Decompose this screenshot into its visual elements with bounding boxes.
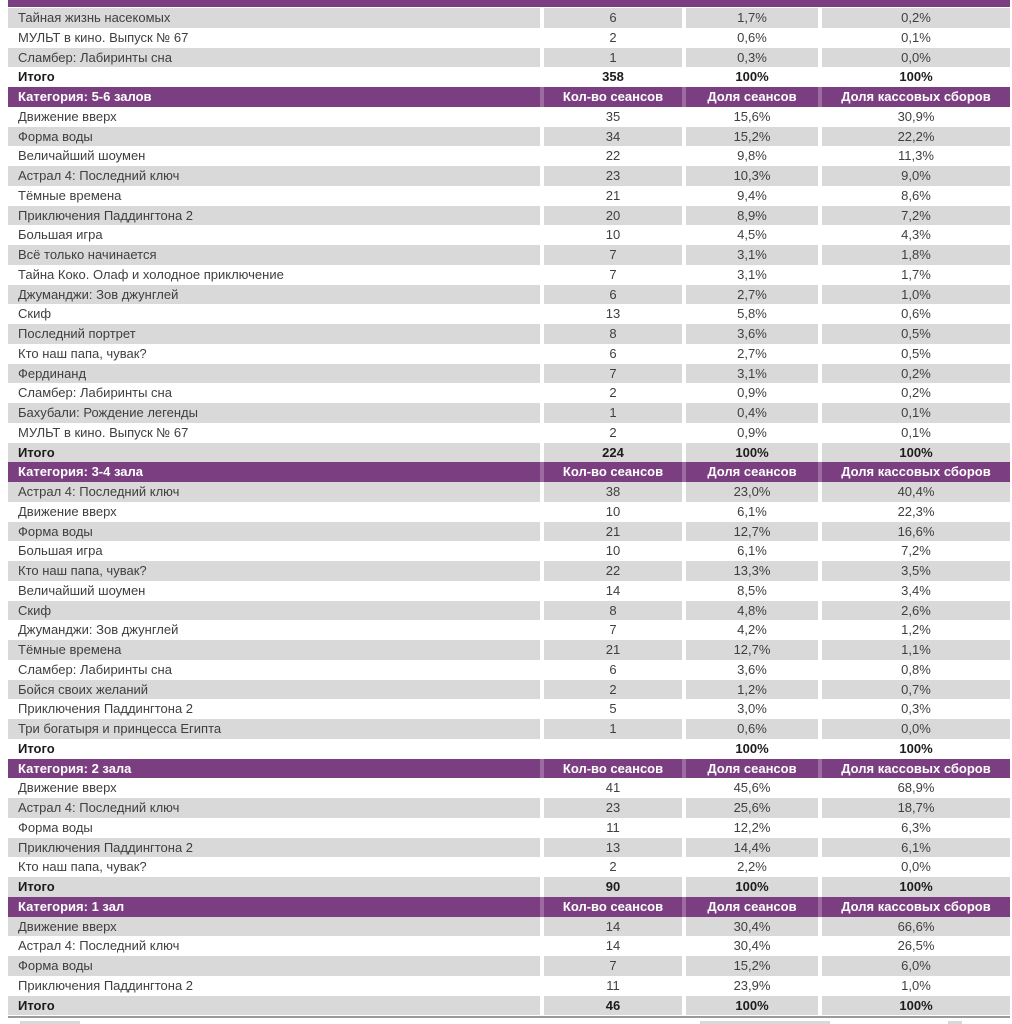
- movie-title-cell: Большая игра: [18, 227, 103, 243]
- movie-title-cell: Итого: [18, 740, 55, 756]
- sessions-share-cell: 1,7%: [686, 8, 818, 28]
- boxoffice-share-cell: 6,0%: [822, 956, 1010, 976]
- movie-title-cell: Движение вверх: [18, 503, 117, 519]
- table-row: [8, 778, 1010, 798]
- table-row: [8, 581, 1010, 601]
- sessions-count-cell: 13: [605, 306, 621, 322]
- sessions-share-cell: 2,7%: [737, 345, 767, 361]
- table-row: [8, 186, 1010, 206]
- sessions-count-cell: 10: [605, 503, 621, 519]
- boxoffice-share-cell: 0,1%: [901, 29, 931, 45]
- sessions-count-cell: 5: [609, 701, 617, 717]
- boxoffice-share-cell: 66,6%: [822, 917, 1010, 937]
- boxoffice-share-cell: 0,2%: [901, 385, 931, 401]
- sessions-share-cell: 25,6%: [686, 798, 818, 818]
- category-header-row: [8, 87, 1010, 107]
- sessions-count-cell: 38: [544, 482, 682, 502]
- movie-title-cell: Три богатыря и принцесса Египта: [8, 719, 540, 739]
- category-table: [8, 0, 1010, 1015]
- sessions-share-cell: 100%: [735, 740, 769, 756]
- table-rows: [8, 8, 1010, 1015]
- table-row: [8, 482, 1010, 502]
- boxoffice-share-cell: 16,6%: [822, 522, 1010, 542]
- column-header-boxoffice-share: Доля кассовых сборов: [822, 87, 1010, 107]
- movie-title-cell: Джуманджи: Зов джунглей: [18, 622, 179, 638]
- sessions-count-cell: 2: [609, 424, 617, 440]
- sessions-share-cell: 3,1%: [686, 364, 818, 384]
- boxoffice-share-cell: 6,1%: [822, 838, 1010, 858]
- sessions-count-cell: 6: [544, 8, 682, 28]
- table-row: [8, 206, 1010, 226]
- boxoffice-share-cell: 0,1%: [822, 403, 1010, 423]
- sessions-share-cell: 4,2%: [737, 622, 767, 638]
- boxoffice-share-cell: 0,5%: [901, 345, 931, 361]
- column-header-sessions-share: Доля сеансов: [686, 759, 818, 779]
- movie-title-cell: Итого: [8, 996, 540, 1016]
- sessions-share-cell: 9,4%: [737, 187, 767, 203]
- sessions-share-cell: 100%: [735, 69, 769, 85]
- movie-title-cell: Приключения Паддингтона 2: [18, 977, 194, 993]
- total-row: [8, 877, 1010, 897]
- sessions-share-cell: 15,2%: [686, 956, 818, 976]
- movie-title-cell: Форма воды: [8, 956, 540, 976]
- sessions-share-cell: 15,6%: [733, 108, 771, 124]
- boxoffice-share-cell: 100%: [822, 877, 1010, 897]
- sessions-count-cell: 7: [544, 364, 682, 384]
- table-row: [8, 660, 1010, 680]
- sessions-share-cell: 8,9%: [686, 206, 818, 226]
- movie-title-cell: Итого: [18, 69, 55, 85]
- table-row: [8, 640, 1010, 660]
- boxoffice-share-cell: 7,2%: [901, 543, 931, 559]
- table-bottom-border: [8, 1016, 1010, 1018]
- sessions-count-cell: 2: [609, 385, 617, 401]
- sessions-share-cell: 100%: [686, 877, 818, 897]
- category-header-row: [8, 897, 1010, 917]
- table-row: [8, 423, 1010, 443]
- table-row: [8, 245, 1010, 265]
- table-row: [8, 285, 1010, 305]
- boxoffice-share-cell: 3,5%: [822, 561, 1010, 581]
- sessions-count-cell: 21: [544, 522, 682, 542]
- table-row: [8, 522, 1010, 542]
- boxoffice-share-cell: 22,2%: [822, 127, 1010, 147]
- boxoffice-share-cell: 1,2%: [901, 622, 931, 638]
- column-header-boxoffice-share: Доля кассовых сборов: [822, 462, 1010, 482]
- movie-title-cell: Величайший шоумен: [18, 582, 146, 598]
- movie-title-cell: Движение вверх: [18, 780, 117, 796]
- movie-title-cell: Движение вверх: [8, 917, 540, 937]
- sessions-share-cell: 14,4%: [686, 838, 818, 858]
- movie-title-cell: Форма воды: [18, 819, 93, 835]
- movie-title-cell: Кто наш папа, чувак?: [18, 345, 147, 361]
- sessions-count-cell: 7: [544, 245, 682, 265]
- boxoffice-share-cell: 1,0%: [901, 977, 931, 993]
- movie-title-cell: Сламбер: Лабиринты сна: [18, 385, 172, 401]
- sessions-share-cell: 100%: [686, 443, 818, 463]
- sessions-share-cell: 4,8%: [686, 601, 818, 621]
- movie-title-cell: Фердинанд: [8, 364, 540, 384]
- sessions-share-cell: 0,9%: [737, 424, 767, 440]
- movie-title-cell: МУЛЬТ в кино. Выпуск № 67: [18, 29, 189, 45]
- boxoffice-share-cell: 0,7%: [822, 680, 1010, 700]
- movie-title-cell: Астрал 4: Последний ключ: [18, 938, 180, 954]
- movie-title-cell: Кто наш папа, чувак?: [8, 561, 540, 581]
- sessions-share-cell: 12,7%: [686, 640, 818, 660]
- table-row: [8, 225, 1010, 245]
- sessions-share-cell: 45,6%: [733, 780, 771, 796]
- movie-title-cell: Астрал 4: Последний ключ: [8, 482, 540, 502]
- sessions-count-cell: 21: [544, 640, 682, 660]
- sessions-share-cell: 0,6%: [686, 719, 818, 739]
- table-row: [8, 502, 1010, 522]
- column-header-sessions-count: Кол-во сеансов: [544, 87, 682, 107]
- sessions-count-cell: 20: [544, 206, 682, 226]
- boxoffice-share-cell: 0,8%: [901, 661, 931, 677]
- sessions-share-cell: 9,8%: [737, 148, 767, 164]
- sessions-count-cell: 46: [544, 996, 682, 1016]
- column-header-sessions-share: Доля сеансов: [686, 87, 818, 107]
- total-row: [8, 739, 1010, 759]
- boxoffice-share-cell: 0,0%: [822, 719, 1010, 739]
- table-row: [8, 146, 1010, 166]
- sessions-share-cell: 4,5%: [737, 227, 767, 243]
- column-header-sessions-count: Кол-во сеансов: [544, 897, 682, 917]
- sessions-share-cell: 12,2%: [733, 819, 771, 835]
- sessions-count-cell: 2: [544, 680, 682, 700]
- table-row: [8, 917, 1010, 937]
- movie-title-cell: Кто наш папа, чувак?: [18, 859, 147, 875]
- column-header-sessions-share: Доля сеансов: [686, 462, 818, 482]
- boxoffice-share-cell: 0,6%: [901, 306, 931, 322]
- table-row: [8, 383, 1010, 403]
- boxoffice-share-cell: 0,2%: [822, 8, 1010, 28]
- sessions-count-cell: 6: [609, 661, 617, 677]
- movie-title-cell: Сламбер: Лабиринты сна: [18, 661, 172, 677]
- sessions-count-cell: 11: [606, 819, 620, 835]
- sessions-share-cell: 3,0%: [737, 701, 767, 717]
- sessions-share-cell: 15,2%: [686, 127, 818, 147]
- category-header-label: Категория: 5-6 залов: [8, 87, 540, 107]
- sessions-count-cell: 6: [609, 345, 617, 361]
- sessions-count-cell: 13: [544, 838, 682, 858]
- sessions-count-cell: 8: [544, 601, 682, 621]
- sessions-share-cell: 12,7%: [686, 522, 818, 542]
- boxoffice-share-cell: 8,6%: [901, 187, 931, 203]
- sessions-share-cell: 8,5%: [737, 582, 767, 598]
- table-row: [8, 107, 1010, 127]
- column-header-sessions-share: Доля сеансов: [686, 897, 818, 917]
- table-row: [8, 324, 1010, 344]
- sessions-count-cell: 34: [544, 127, 682, 147]
- table-row: [8, 403, 1010, 423]
- sessions-share-cell: 1,2%: [686, 680, 818, 700]
- category-header-label: Категория: 1 зал: [8, 897, 540, 917]
- table-row: [8, 344, 1010, 364]
- movie-title-cell: Движение вверх: [18, 108, 117, 124]
- category-header-label: Категория: 2 зала: [8, 759, 540, 779]
- boxoffice-share-cell: 1,8%: [822, 245, 1010, 265]
- sessions-count-cell: 1: [544, 48, 682, 68]
- boxoffice-share-cell: 4,3%: [901, 227, 931, 243]
- boxoffice-share-cell: 11,3%: [898, 148, 934, 164]
- category-header-label: Категория: 3-4 зала: [8, 462, 540, 482]
- sessions-count-cell: 7: [609, 622, 617, 638]
- movie-title-cell: МУЛЬТ в кино. Выпуск № 67: [18, 424, 189, 440]
- sessions-share-cell: 5,8%: [737, 306, 767, 322]
- sessions-share-cell: 100%: [686, 996, 818, 1016]
- sessions-share-cell: 6,1%: [737, 503, 767, 519]
- movie-title-cell: Сламбер: Лабиринты сна: [8, 48, 540, 68]
- sessions-count-cell: 2: [609, 29, 617, 45]
- boxoffice-share-cell: 9,0%: [822, 166, 1010, 186]
- total-row: [8, 443, 1010, 463]
- table-row: [8, 364, 1010, 384]
- clipped-category-header-bar: [8, 0, 1010, 7]
- sessions-count-cell: 7: [609, 266, 617, 282]
- table-row: [8, 265, 1010, 285]
- sessions-count-cell: 1: [544, 403, 682, 423]
- boxoffice-share-cell: 22,3%: [897, 503, 935, 519]
- sessions-share-cell: 6,1%: [737, 543, 767, 559]
- movie-title-cell: Приключения Паддингтона 2: [18, 701, 194, 717]
- sessions-share-cell: 0,9%: [737, 385, 767, 401]
- sessions-share-cell: 10,3%: [686, 166, 818, 186]
- boxoffice-share-cell: 100%: [822, 443, 1010, 463]
- boxoffice-share-cell: 1,7%: [901, 266, 931, 282]
- table-row: [8, 838, 1010, 858]
- sessions-count-cell: 41: [605, 780, 621, 796]
- movie-title-cell: Форма воды: [8, 522, 540, 542]
- table-row: [8, 541, 1010, 561]
- table-row: [8, 561, 1010, 581]
- table-row: [8, 601, 1010, 621]
- movie-title-cell: Астрал 4: Последний ключ: [8, 166, 540, 186]
- table-row: [8, 976, 1010, 996]
- sessions-count-cell: 2: [609, 859, 617, 875]
- movie-title-cell: Бойся своих желаний: [8, 680, 540, 700]
- sessions-share-cell: 3,1%: [737, 266, 767, 282]
- movie-title-cell: Тайная жизнь насекомых: [8, 8, 540, 28]
- sessions-count-cell: 23: [544, 166, 682, 186]
- movie-title-cell: Тайна Коко. Олаф и холодное приключение: [18, 266, 284, 282]
- movie-title-cell: Итого: [8, 443, 540, 463]
- column-header-sessions-count: Кол-во сеансов: [544, 462, 682, 482]
- sessions-count-cell: 224: [544, 443, 682, 463]
- table-row: [8, 699, 1010, 719]
- boxoffice-share-cell: 2,6%: [822, 601, 1010, 621]
- total-row: [8, 67, 1010, 87]
- movie-title-cell: Скиф: [18, 306, 52, 322]
- boxoffice-share-cell: 6,3%: [901, 819, 931, 835]
- boxoffice-share-cell: 1,1%: [822, 640, 1010, 660]
- sessions-count-cell: 10: [605, 227, 621, 243]
- boxoffice-share-cell: 30,9%: [897, 108, 935, 124]
- table-row: [8, 719, 1010, 739]
- boxoffice-share-cell: 100%: [822, 996, 1010, 1016]
- sessions-count-cell: 14: [544, 917, 682, 937]
- table-row: [8, 956, 1010, 976]
- sessions-share-cell: 23,9%: [733, 977, 771, 993]
- column-header-boxoffice-share: Доля кассовых сборов: [822, 759, 1010, 779]
- table-row: [8, 127, 1010, 147]
- category-header-row: [8, 462, 1010, 482]
- sessions-share-cell: 30,4%: [733, 938, 771, 954]
- table-row: [8, 818, 1010, 838]
- table-row: [8, 857, 1010, 877]
- sessions-count-cell: [544, 739, 682, 759]
- sessions-count-cell: 6: [544, 285, 682, 305]
- sessions-share-cell: 13,3%: [686, 561, 818, 581]
- sessions-count-cell: 23: [544, 798, 682, 818]
- category-header-row: [8, 759, 1010, 779]
- boxoffice-share-cell: 68,9%: [897, 780, 935, 796]
- sessions-count-cell: 7: [544, 956, 682, 976]
- sessions-share-cell: 3,1%: [686, 245, 818, 265]
- sessions-share-cell: 3,6%: [686, 324, 818, 344]
- movie-title-cell: Скиф: [8, 601, 540, 621]
- boxoffice-share-cell: 0,5%: [822, 324, 1010, 344]
- sessions-count-cell: 22: [605, 148, 621, 164]
- boxoffice-share-cell: 7,2%: [822, 206, 1010, 226]
- boxoffice-share-cell: 100%: [899, 69, 933, 85]
- sessions-count-cell: 35: [605, 108, 621, 124]
- movie-title-cell: Всё только начинается: [8, 245, 540, 265]
- boxoffice-share-cell: 0,0%: [822, 48, 1010, 68]
- column-header-sessions-count: Кол-во сеансов: [544, 759, 682, 779]
- sessions-share-cell: 2,7%: [686, 285, 818, 305]
- movie-title-cell: Форма воды: [8, 127, 540, 147]
- boxoffice-share-cell: 0,3%: [901, 701, 931, 717]
- sessions-count-cell: 10: [605, 543, 621, 559]
- sessions-share-cell: 0,4%: [686, 403, 818, 423]
- movie-title-cell: Астрал 4: Последний ключ: [8, 798, 540, 818]
- boxoffice-share-cell: 40,4%: [822, 482, 1010, 502]
- sessions-count-cell: 11: [606, 977, 620, 993]
- sessions-share-cell: 3,6%: [737, 661, 767, 677]
- table-row: [8, 28, 1010, 48]
- boxoffice-share-cell: 26,5%: [897, 938, 935, 954]
- sessions-share-cell: 30,4%: [686, 917, 818, 937]
- sessions-count-cell: 21: [605, 187, 621, 203]
- sessions-count-cell: 22: [544, 561, 682, 581]
- sessions-share-cell: 0,3%: [686, 48, 818, 68]
- table-row: [8, 166, 1010, 186]
- movie-title-cell: Приключения Паддингтона 2: [8, 838, 540, 858]
- boxoffice-share-cell: 0,0%: [901, 859, 931, 875]
- sessions-count-cell: 1: [544, 719, 682, 739]
- movie-title-cell: Бахубали: Рождение легенды: [8, 403, 540, 423]
- total-row: [8, 996, 1010, 1016]
- movie-title-cell: Итого: [8, 877, 540, 897]
- table-row: [8, 936, 1010, 956]
- boxoffice-share-cell: 1,0%: [822, 285, 1010, 305]
- sessions-count-cell: 14: [605, 938, 621, 954]
- movie-title-cell: Тёмные времена: [8, 640, 540, 660]
- movie-title-cell: Большая игра: [18, 543, 103, 559]
- sessions-share-cell: 23,0%: [686, 482, 818, 502]
- table-row: [8, 798, 1010, 818]
- boxoffice-share-cell: 18,7%: [822, 798, 1010, 818]
- table-row: [8, 620, 1010, 640]
- movie-title-cell: Приключения Паддингтона 2: [8, 206, 540, 226]
- column-header-boxoffice-share: Доля кассовых сборов: [822, 897, 1010, 917]
- table-row: [8, 304, 1010, 324]
- movie-title-cell: Последний портрет: [8, 324, 540, 344]
- table-row: [8, 48, 1010, 68]
- sessions-count-cell: 8: [544, 324, 682, 344]
- movie-title-cell: Величайший шоумен: [18, 148, 146, 164]
- sessions-count-cell: 358: [602, 69, 624, 85]
- boxoffice-share-cell: 100%: [899, 740, 933, 756]
- boxoffice-share-cell: 0,2%: [822, 364, 1010, 384]
- sessions-count-cell: 90: [544, 877, 682, 897]
- boxoffice-share-cell: 3,4%: [901, 582, 931, 598]
- sessions-count-cell: 14: [605, 582, 621, 598]
- movie-title-cell: Тёмные времена: [18, 187, 122, 203]
- sessions-share-cell: 0,6%: [737, 29, 767, 45]
- boxoffice-share-cell: 0,1%: [901, 424, 931, 440]
- sessions-share-cell: 2,2%: [737, 859, 767, 875]
- table-row: [8, 680, 1010, 700]
- movie-title-cell: Джуманджи: Зов джунглей: [8, 285, 540, 305]
- table-row: [8, 8, 1010, 28]
